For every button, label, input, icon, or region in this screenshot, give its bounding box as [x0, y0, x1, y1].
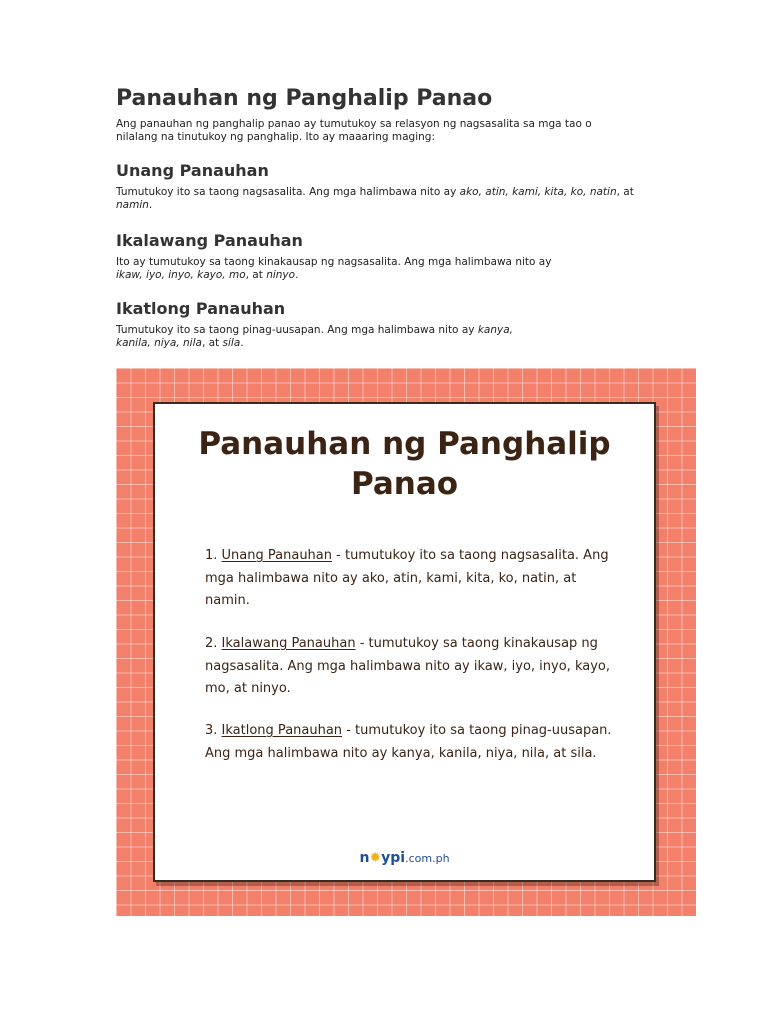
- infographic-item: 2. Ikalawang Panauhan - tumutukoy sa taong kinakausap ng nagsasalita. Ang mga halimbawa nito ay ikaw, iyo, inyo, kayo, mo, at ninyo.: [205, 636, 610, 696]
- section-text-ikalawa: Ito ay tumutukoy sa taong kinakausap ng nagsasalita. Ang mga halimbawa nito ay ikaw, iyo, inyo, kayo, mo, at ninyo.: [116, 256, 552, 281]
- item-term: Ikatlong Panauhan: [221, 723, 343, 738]
- section-text-ikatlo: Tumutukoy ito sa taong pinag-uusapan. Ang mga halimbawa nito ay kanya, kanila, niya, nila, at sila.: [116, 324, 513, 349]
- section-heading-ikalawa: Ikalawang Panauhan: [116, 231, 303, 250]
- item-term: Ikalawang Panauhan: [221, 636, 356, 651]
- infographic-image: [116, 368, 696, 916]
- infographic-item: 3. Ikatlong Panauhan - tumutukoy ito sa taong pinag-uusapan. Ang mga halimbawa nito ay kanya, kanila, niya, nila, at sila.: [205, 723, 612, 761]
- infographic-title: Panauhan ng Panghalip Panao: [198, 426, 611, 502]
- intro-paragraph: Ang panauhan ng panghalip panao ay tumutukoy sa relasyon ng nagsasalita sa mga tao o nilalang na tinutukoy ng panghalip. Ito ay maaaring maging:: [116, 118, 592, 143]
- page-title: Panauhan ng Panghalip Panao: [116, 86, 493, 111]
- section-heading-unang: Unang Panauhan: [116, 161, 269, 180]
- item-term: Unang Panauhan: [221, 548, 333, 563]
- section-heading-ikatlo: Ikatlong Panauhan: [116, 299, 286, 318]
- examples: ikaw, iyo, inyo, kayo, mo: [116, 269, 246, 281]
- examples: kanya, kanila, niya, nila: [116, 324, 513, 349]
- last-example: ninyo: [266, 269, 296, 281]
- brand-logo: n✹ypi.com.ph: [359, 850, 450, 866]
- last-example: sila: [222, 337, 241, 349]
- last-example: namin: [116, 199, 149, 211]
- infographic-item: 1. Unang Panauhan - tumutukoy ito sa taong nagsasalita. Ang mga halimbawa nito ay ako, atin, kami, kita, ko, natin, at namin.: [205, 548, 609, 608]
- examples: ako, atin, kami, kita, ko, natin: [459, 186, 617, 198]
- sun-icon: ✹: [369, 850, 382, 866]
- infographic-card: [153, 402, 656, 882]
- section-text-unang: Tumutukoy ito sa taong nagsasalita. Ang mga halimbawa nito ay ako, atin, kami, kita, ko, natin, at namin.: [116, 186, 634, 211]
